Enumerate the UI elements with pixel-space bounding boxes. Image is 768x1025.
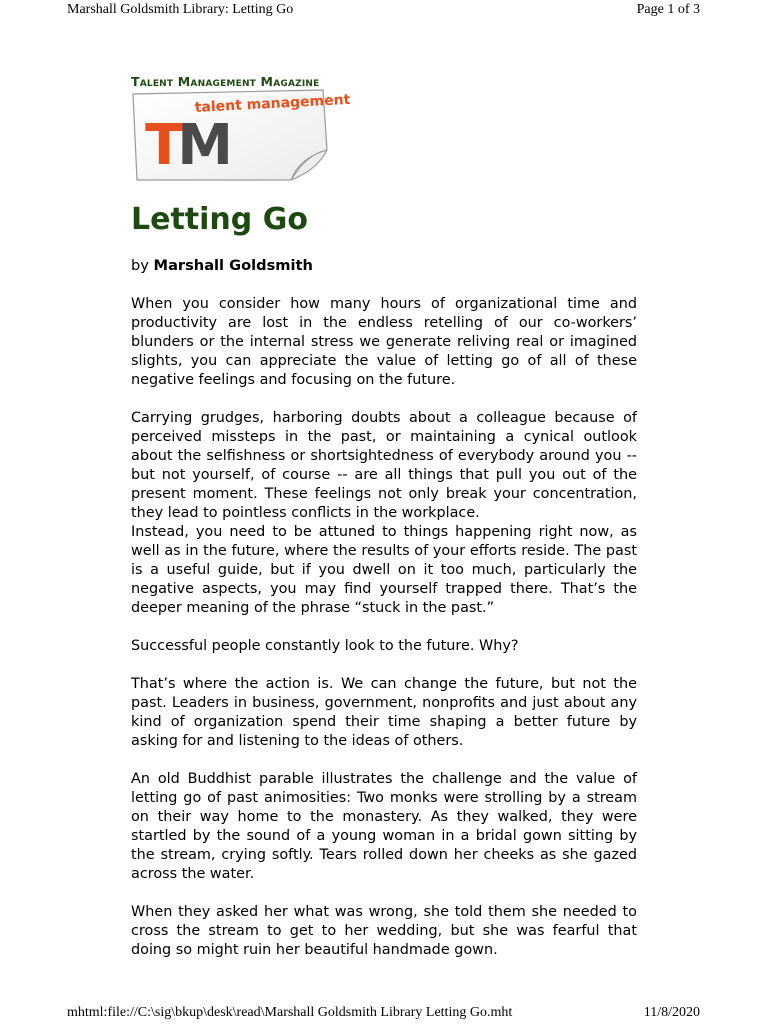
magazine-name: Talent Management Magazine bbox=[131, 74, 320, 89]
logo-tagline: talent management bbox=[194, 91, 351, 116]
print-footer bbox=[67, 1005, 700, 1025]
talent-management-logo bbox=[131, 88, 351, 182]
article-body bbox=[131, 295, 637, 979]
page-number: Page 1 of 3 bbox=[636, 2, 700, 17]
article-title: Letting Go bbox=[131, 202, 308, 237]
paragraph: Carrying grudges, harboring doubts about a colleague because of perceived missteps in the past, or maintaining a cynical outlook about the selfishness or shortsightedness of everybody around you -- but not yourself, of course -- are all things that pull you out of the present moment. These feelings not only break your concentration, they lead to pointless conflicts in the workplace. bbox=[131, 410, 637, 521]
print-date: 11/8/2020 bbox=[643, 1005, 700, 1020]
byline-prefix: by bbox=[131, 257, 149, 274]
author-name: Marshall Goldsmith bbox=[153, 257, 313, 274]
byline bbox=[131, 257, 313, 274]
paragraph: An old Buddhist parable illustrates the challenge and the value of letting go of past animosities: Two monks were strolling by a stream on their way home to the monastery. As they walked, they were startled by the sound of a young woman in a bridal gown sitting by the stream, crying softly. Tears rolled down her cheeks as she gazed across the water. bbox=[131, 771, 637, 882]
paragraph: That’s where the action is. We can change the future, but not the past. Leaders in business, government, nonprofits and just about any kind of organization spend their time shaping a better future by asking for and listening to the ideas of others. bbox=[131, 676, 637, 749]
print-header bbox=[67, 2, 700, 22]
logo-letters: TM bbox=[145, 113, 227, 178]
paragraph: When you consider how many hours of organizational time and productivity are lost in the endless retelling of our co-workers’ blunders or the internal stress we generate reliving real or imagined slights, you can appreciate the value of letting go of all of these negative feelings and focusing on the future. bbox=[131, 296, 637, 388]
paragraph: Instead, you need to be attuned to things happening right now, as well as in the future, where the results of your efforts reside. The past is a useful guide, but if you dwell on it too much, particularly the negative aspects, you may find yourself trapped there. That’s the deeper meaning of the phrase “stuck in the past.” bbox=[131, 524, 637, 616]
paragraph: Successful people constantly look to the future. Why? bbox=[131, 638, 519, 654]
source-path: mhtml:file://C:\sig\bkup\desk\read\Marshall Goldsmith Library Letting Go.mht bbox=[67, 1005, 513, 1020]
print-header-title: Marshall Goldsmith Library: Letting Go bbox=[67, 2, 294, 17]
paragraph: When they asked her what was wrong, she told them she needed to cross the stream to get to her wedding, but she was fearful that doing so might ruin her beautiful handmade gown. bbox=[131, 904, 637, 958]
